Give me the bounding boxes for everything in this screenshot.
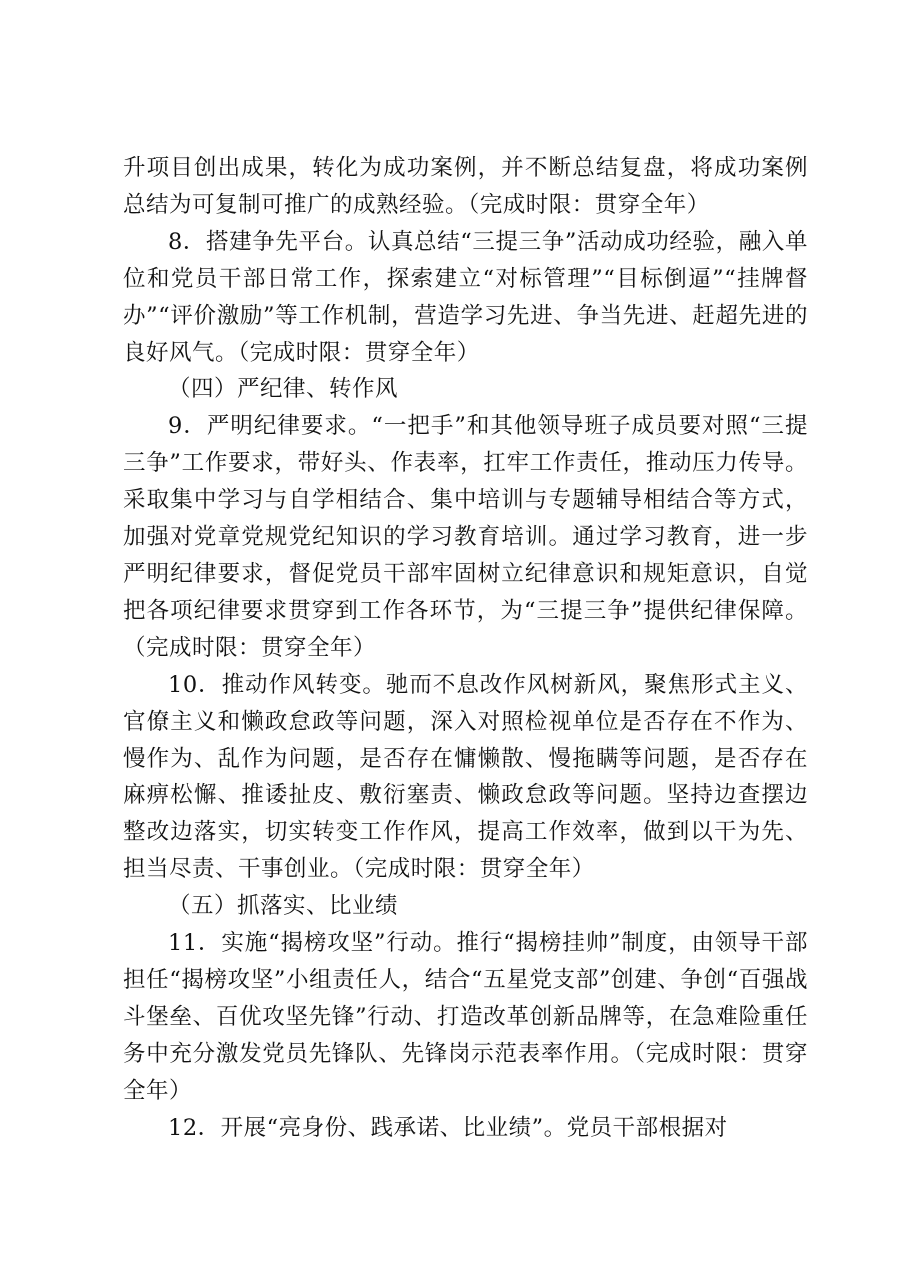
section-heading-4: （四）严纪律、转作风 [168,376,399,403]
paragraph-item-10: 10．推动作风转变。驰而不息改作风树新风，聚焦形式主义、官僚主义和懒政怠政等问题，深入对照检视单位是否存在不作为、慢作为、乱作为问题，是否存在慵懒散、慢拖瞒等问题，是否存在麻痹松懈、推诿扯皮、敷衍塞责、懒政怠政等问题。坚持边查摆边整改边落实，切实转变工作作风，提高工作效率，做到以干为先、担当尽责、干事创业。（完成时限：贯穿全年） [123,671,808,883]
paragraph-continuation: 升项目创出成果，转化为成功案例，并不断总结复盘，将成功案例总结为可复制可推广的成熟经验。（完成时限：贯穿全年） [123,155,808,218]
section-heading-5: （五）抓落实、比业绩 [168,893,399,920]
paragraph-item-9: 9．严明纪律要求。“一把手”和其他领导班子成员要对照“三提三争”工作要求，带好头、作表率，扛牢工作责任，推动压力传导。采取集中学习与自学相结合、集中培训与专题辅导相结合等方式，加强对党章党规党纪知识的学习教育培训。通过学习教育，进一步严明纪律要求，督促党员干部牢固树立纪律意识和规矩意识，自觉把各项纪律要求贯穿到工作各环节，为“三提三争”提供纪律保障。（完成时限：贯穿全年） [123,413,808,661]
paragraph-item-12: 12．开展“亮身份、践承诺、比业绩”。党员干部根据对 [168,1114,728,1141]
paragraph-item-11: 11．实施“揭榜攻坚”行动。推行“揭榜挂帅”制度，由领导干部担任“揭榜攻坚”小组责任人，结合“五星党支部”创建、争创“百强战斗堡垒、百优攻坚先锋”行动、打造改革创新品牌等，在急难险重任务中充分激发党员先锋队、先锋岗示范表率作用。（完成时限：贯穿全年） [123,930,808,1104]
document-body [123,150,808,1146]
paragraph-item-8: 8．搭建争先平台。认真总结“三提三争”活动成功经验，融入单位和党员干部日常工作，探索建立“对标管理”“目标倒逼”“挂牌督办”“评价激励”等工作机制，营造学习先进、争当先进、赶超先进的良好风气。（完成时限：贯穿全年） [123,228,808,366]
